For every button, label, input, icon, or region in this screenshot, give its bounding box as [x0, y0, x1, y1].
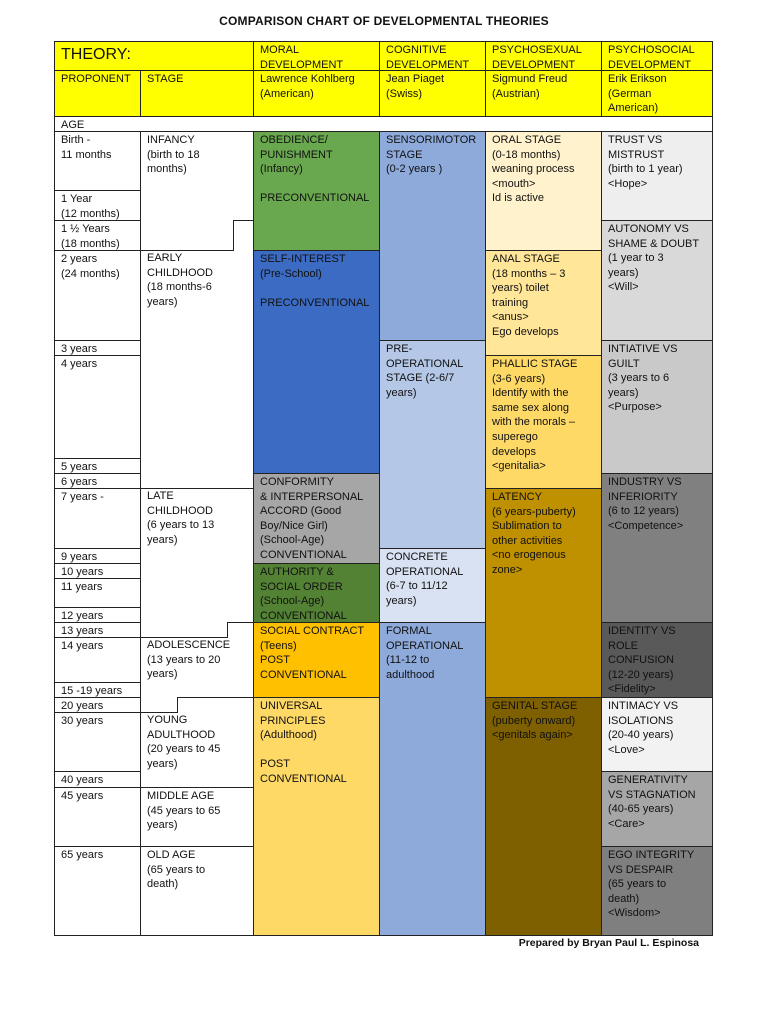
age-cell: 65 years [54, 846, 141, 936]
psychosexual-oral: ORAL STAGE (0-18 months) weaning process <mouth> Id is active [485, 131, 602, 251]
cognitive-preoperational: PRE- OPERATIONAL STAGE (2-6/7 years) [379, 340, 486, 549]
psychosocial-intimacy: INTIMACY VS ISOLATIONS (20-40 years) <Love> [601, 697, 713, 772]
stage-step-line [177, 697, 254, 698]
age-cell: 45 years [54, 787, 141, 847]
age-cell: 11 years [54, 578, 141, 608]
age-cell: 1 Year (12 months) [54, 190, 141, 221]
stage-early-childhood: EARLY CHILDHOOD (18 months-6 years) [140, 250, 254, 488]
age-cell: 13 years [54, 622, 141, 638]
stage-step-line [227, 622, 254, 623]
proponent-header: PROPONENT [54, 70, 141, 117]
moral-header: MORAL DEVELOPMENT [253, 41, 380, 71]
age-header: AGE [54, 116, 713, 132]
stage-step-line [140, 250, 234, 251]
age-cell: 7 years - [54, 488, 141, 549]
age-cell: 4 years [54, 355, 141, 459]
age-cell: Birth - 11 months [54, 131, 141, 191]
psychosexual-anal: ANAL STAGE (18 months – 3 years) toilet training <anus> Ego develops [485, 250, 602, 356]
age-cell: 6 years [54, 473, 141, 489]
psychosocial-identity: IDENTITY VS ROLE CONFUSION (12-20 years) <Fidelity> [601, 622, 713, 698]
age-cell: 9 years [54, 548, 141, 564]
stage-step-line [177, 697, 178, 713]
moral-universal: UNIVERSAL PRINCIPLES (Adulthood) POST CONVENTIONAL [253, 697, 380, 936]
age-cell: 15 -19 years [54, 682, 141, 698]
freud-label: Sigmund Freud (Austrian) [485, 70, 602, 117]
age-cell: 2 years (24 months) [54, 250, 141, 341]
stage-infancy: INFANCY (birth to 18 months) [140, 131, 254, 220]
theory-header: THEORY: [54, 41, 254, 71]
age-cell: 20 years [54, 697, 141, 713]
page-title: COMPARISON CHART OF DEVELOPMENTAL THEORIES [219, 14, 549, 28]
psychosocial-autonomy: AUTONOMY VS SHAME & DOUBT (1 year to 3 years) <Will> [601, 220, 713, 341]
age-cell: 10 years [54, 563, 141, 579]
stage-step-line [233, 220, 234, 251]
psychosexual-phallic: PHALLIC STAGE (3-6 years) Identify with the same sex along with the morals – superego develops <genitalia> [485, 355, 602, 489]
age-cell: 40 years [54, 771, 141, 788]
psychosexual-latency: LATENCY (6 years-puberty) Sublimation to other activities <no erogenous zone> [485, 488, 602, 698]
age-cell: 1 ½ Years (18 months) [54, 220, 141, 251]
age-cell: 30 years [54, 712, 141, 772]
cognitive-sensorimotor: SENSORIMOTOR STAGE (0-2 years ) [379, 131, 486, 341]
psychosexual-header: PSYCHOSEXUAL DEVELOPMENT [485, 41, 602, 71]
psychosexual-genital: GENITAL STAGE (puberty onward) <genitals again> [485, 697, 602, 936]
stage-gap [140, 621, 254, 638]
stage-young-adulthood: YOUNG ADULTHOOD (20 years to 45 years) [140, 712, 254, 788]
piaget-label: Jean Piaget (Swiss) [379, 70, 486, 117]
psychosocial-initiative: INTIATIVE VS GUILT (3 years to 6 years) <Purpose> [601, 340, 713, 474]
stage-late-childhood: LATE CHILDHOOD (6 years to 13 years) [140, 488, 254, 622]
moral-self-interest: SELF-INTEREST (Pre-School) PRECONVENTIONAL [253, 250, 380, 474]
moral-authority: AUTHORITY & SOCIAL ORDER (School-Age) CONVENTIONAL [253, 563, 380, 623]
stage-header: STAGE [140, 70, 254, 117]
cognitive-formal: FORMAL OPERATIONAL (11-12 to adulthood [379, 622, 486, 936]
stage-gap [140, 696, 254, 713]
moral-conformity: CONFORMITY & INTERPERSONAL ACCORD (Good Boy/Nice Girl) (School-Age) CONVENTIONAL [253, 473, 380, 564]
age-cell: 12 years [54, 607, 141, 623]
stage-step-line [140, 637, 228, 638]
cognitive-concrete: CONCRETE OPERATIONAL (6-7 to 11/12 years) [379, 548, 486, 623]
stage-old-age: OLD AGE (65 years to death) [140, 846, 254, 936]
age-cell: 3 years [54, 340, 141, 356]
stage-middle-age: MIDDLE AGE (45 years to 65 years) [140, 787, 254, 847]
moral-obedience: OBEDIENCE/ PUNISHMENT (Infancy) PRECONVENTIONAL [253, 131, 380, 251]
footer-credit: Prepared by Bryan Paul L. Espinosa [518, 937, 699, 949]
age-cell: 5 years [54, 458, 141, 474]
psychosocial-generativity: GENERATIVITY VS STAGNATION (40-65 years) <Care> [601, 771, 713, 847]
psychosocial-ego-integrity: EGO INTEGRITY VS DESPAIR (65 years to death) <Wisdom> [601, 846, 713, 936]
erikson-label: Erik Erikson (German American) [601, 70, 713, 117]
psychosocial-industry: INDUSTRY VS INFERIORITY (6 to 12 years) <Competence> [601, 473, 713, 623]
moral-social-contract: SOCIAL CONTRACT (Teens) POST CONVENTIONAL [253, 622, 380, 698]
psychosocial-header: PSYCHOSOCIAL DEVELOPMENT [601, 41, 713, 71]
stage-step-line [227, 622, 228, 638]
age-cell: 14 years [54, 637, 141, 683]
comparison-table [54, 41, 713, 936]
cognitive-header: COGNITIVE DEVELOPMENT [379, 41, 486, 71]
stage-adolescence: ADOLESCENCE (13 years to 20 years) [140, 637, 254, 697]
stage-step-line [140, 712, 178, 713]
kohlberg-label: Lawrence Kohlberg (American) [253, 70, 380, 117]
stage-step-line [233, 220, 254, 221]
stage-step-line [140, 488, 254, 489]
psychosocial-trust: TRUST VS MISTRUST (birth to 1 year) <Hope> [601, 131, 713, 221]
stage-gap [140, 219, 254, 251]
